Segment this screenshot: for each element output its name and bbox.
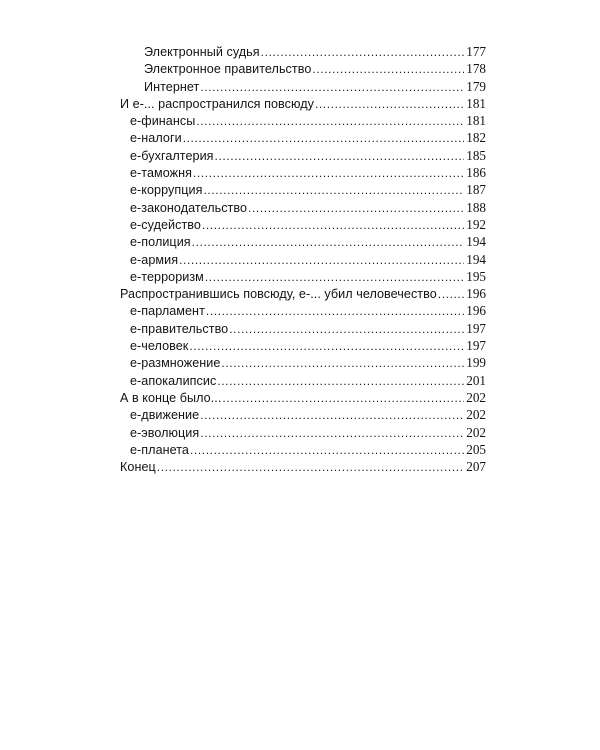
dot-leader	[203, 182, 464, 199]
toc-entry	[120, 302, 486, 319]
toc-entry	[120, 199, 486, 216]
toc-entry-title: И е-... распространился повсюду	[120, 96, 314, 111]
toc-entry-page-number: 196	[466, 303, 486, 319]
toc-entry	[120, 43, 486, 60]
dot-leader	[200, 425, 464, 442]
toc-entry	[120, 372, 486, 389]
dot-leader	[196, 113, 464, 130]
toc-entry-title: е-налоги	[130, 131, 182, 146]
toc-entry-page-number: 202	[466, 407, 486, 423]
toc-entry-page-number: 186	[466, 165, 486, 181]
toc-entry	[120, 251, 486, 268]
dot-leader	[438, 286, 464, 303]
dot-leader	[200, 407, 464, 424]
toc-entry	[120, 216, 486, 233]
toc-entry-title: е-парламент	[130, 304, 205, 319]
toc-entry-title: е-апокалипсис	[130, 373, 217, 388]
toc-entry-title: е-армия	[130, 252, 179, 267]
toc-entry	[120, 95, 486, 112]
toc-entry-title: Электронный судья	[144, 45, 260, 59]
toc-entry	[120, 441, 486, 458]
dot-leader	[202, 217, 464, 234]
toc-entry-page-number: 179	[466, 78, 486, 94]
toc-entry-page-number: 207	[466, 459, 486, 475]
dot-leader	[206, 303, 464, 320]
dot-leader	[189, 338, 464, 355]
toc-entry	[120, 147, 486, 164]
dot-leader	[315, 96, 464, 113]
dot-leader	[157, 459, 464, 476]
toc-entry-page-number: 188	[466, 199, 486, 215]
toc-entry-title: е-человек	[130, 339, 189, 354]
toc-entry-page-number: 197	[466, 320, 486, 336]
toc-entry-title: е-бухгалтерия	[130, 148, 214, 163]
toc-entry-title: е-терроризм	[130, 269, 204, 284]
toc-entry-page-number: 195	[466, 268, 486, 284]
toc-entry	[120, 233, 486, 250]
toc-entry-title: е-судейство	[130, 217, 201, 232]
toc-entry-page-number: 199	[466, 355, 486, 371]
toc-entry-page-number: 178	[466, 61, 486, 77]
toc-entry	[120, 78, 486, 95]
table-of-contents	[120, 43, 486, 475]
toc-entry-page-number: 201	[466, 372, 486, 388]
toc-entry-title: Распространившись повсюду, е-... убил человечество	[120, 287, 437, 302]
toc-entry-page-number: 181	[466, 113, 486, 129]
toc-entry-title: А в конце было...	[120, 390, 222, 405]
dot-leader	[217, 373, 464, 390]
dot-leader	[222, 390, 464, 407]
toc-entry-title: е-планета	[130, 442, 189, 457]
toc-entry	[120, 424, 486, 441]
toc-entry	[120, 285, 486, 302]
toc-entry	[120, 320, 486, 337]
toc-entry-title: е-эволюция	[130, 425, 200, 440]
dot-leader	[192, 234, 465, 251]
toc-entry-title: е-размножение	[130, 356, 221, 371]
toc-entry-page-number: 196	[466, 286, 486, 302]
toc-entry-page-number: 202	[466, 389, 486, 405]
toc-entry-title: е-правительство	[130, 321, 229, 336]
toc-entry	[120, 268, 486, 285]
toc-entry	[120, 164, 486, 181]
toc-entry	[120, 60, 486, 77]
toc-entry-page-number: 177	[466, 44, 486, 59]
toc-entry-page-number: 197	[466, 338, 486, 354]
dot-leader	[261, 44, 465, 61]
toc-entry-page-number: 205	[466, 441, 486, 457]
toc-entry	[120, 129, 486, 146]
toc-entry	[120, 354, 486, 371]
toc-entry	[120, 458, 486, 475]
toc-entry-page-number: 185	[466, 147, 486, 163]
dot-leader	[183, 130, 465, 147]
toc-entry	[120, 406, 486, 423]
toc-entry-page-number: 194	[466, 251, 486, 267]
toc-entry	[120, 337, 486, 354]
toc-entry	[120, 389, 486, 406]
dot-leader	[229, 321, 464, 338]
dot-leader	[193, 165, 464, 182]
toc-entry	[120, 181, 486, 198]
toc-entry-title: Электронное правительство	[144, 62, 312, 77]
toc-entry-title: Конец	[120, 460, 156, 475]
dot-leader	[312, 61, 464, 78]
toc-entry	[120, 112, 486, 129]
toc-entry-page-number: 192	[466, 216, 486, 232]
toc-entry-title: е-финансы	[130, 114, 196, 129]
toc-entry-title: е-коррупция	[130, 183, 203, 198]
dot-leader	[205, 269, 464, 286]
toc-entry-title: е-движение	[130, 408, 200, 423]
toc-entry-title: е-таможня	[130, 166, 192, 181]
dot-leader	[200, 79, 464, 96]
dot-leader	[215, 148, 465, 165]
toc-entry-title: е-полиция	[130, 235, 191, 250]
toc-entry-page-number: 202	[466, 424, 486, 440]
dot-leader	[190, 442, 464, 459]
dot-leader	[179, 252, 464, 269]
toc-entry-title: е-законодательство	[130, 200, 248, 215]
dot-leader	[248, 200, 464, 217]
toc-entry-page-number: 181	[466, 95, 486, 111]
toc-entry-page-number: 187	[466, 182, 486, 198]
toc-entry-page-number: 194	[466, 234, 486, 250]
toc-entry-title: Интернет	[144, 79, 200, 94]
dot-leader	[221, 355, 464, 372]
toc-entry-page-number: 182	[466, 130, 486, 146]
